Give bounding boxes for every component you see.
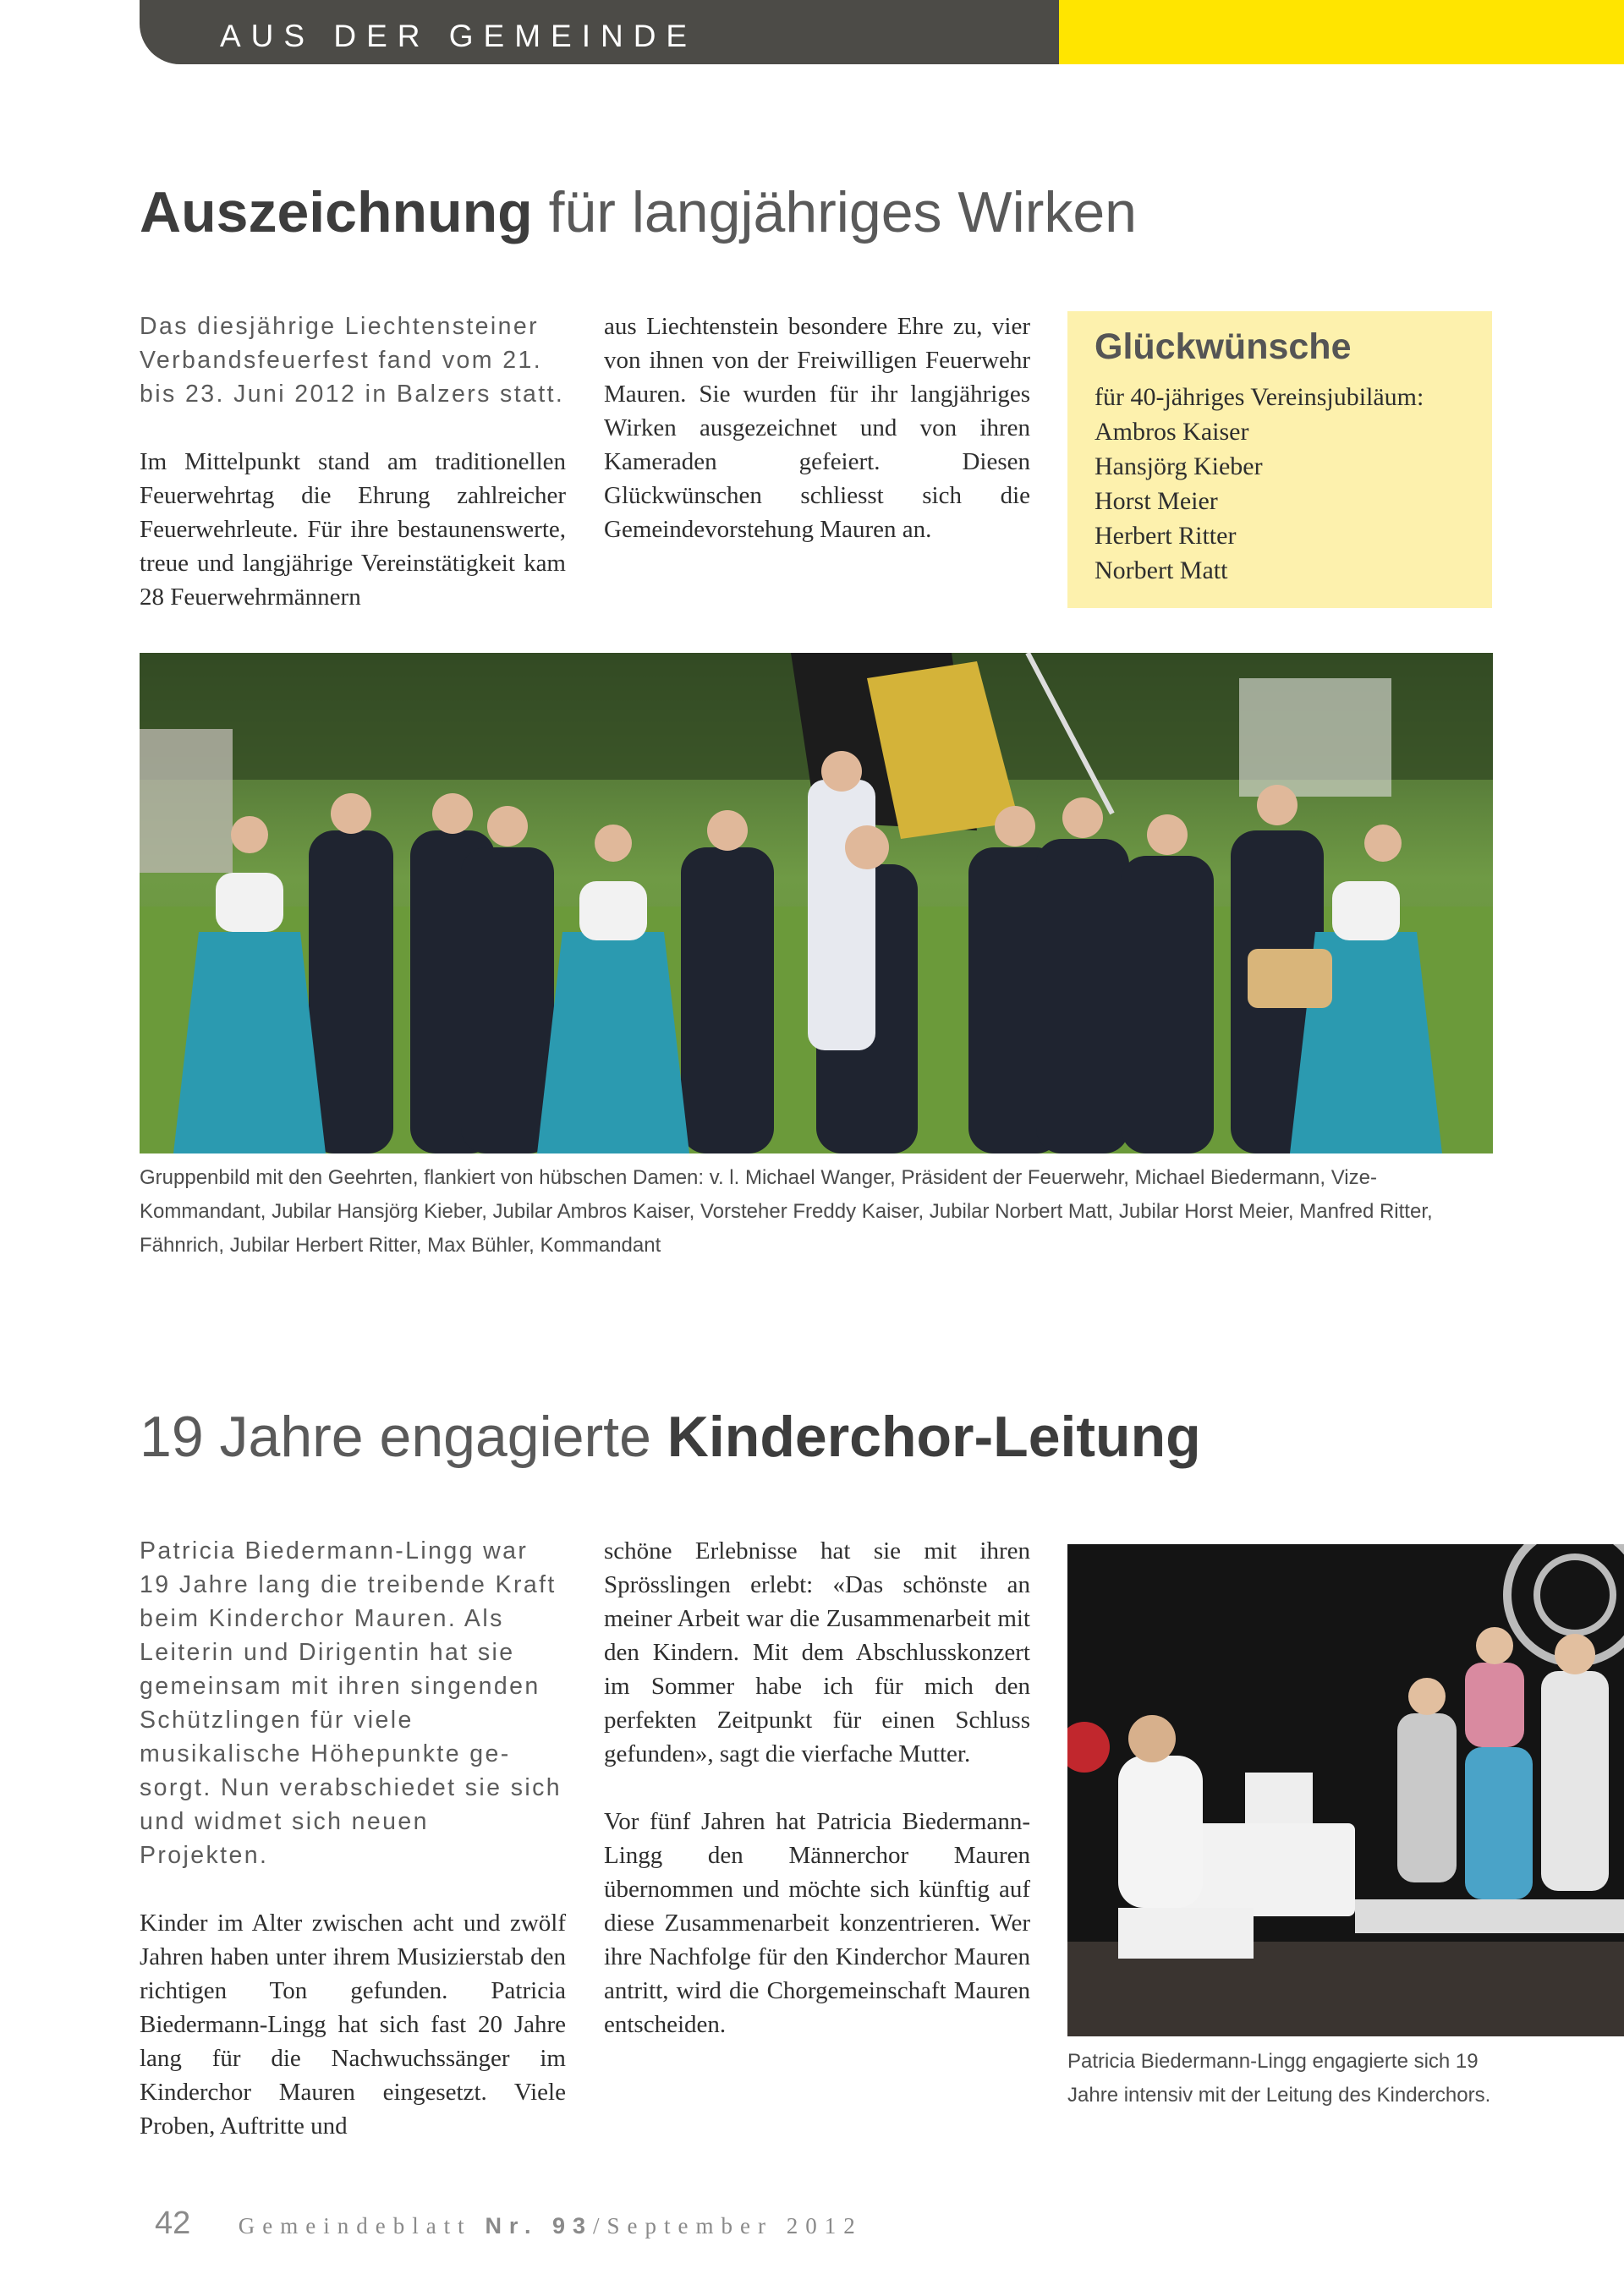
article2-paragraph-2: Kinder im Alter zwischen acht und zwölf Jahren haben unter ihrem Musizierstab den richtigen Ton gefunden. Patricia Biedermann-Lingg hat sich fast 20 Jahre lang für die Nachwuchssänger im Kinderchor Mauren eingesetzt. Viele Proben, Auftritte und xyxy=(140,1910,566,2140)
article1-column-2 xyxy=(604,310,1030,580)
section-header-bar xyxy=(140,0,1059,64)
article1-headline xyxy=(140,179,1137,245)
congratulations-name: Ambros Kaiser xyxy=(1095,418,1249,446)
congratulations-name: Norbert Matt xyxy=(1095,556,1228,584)
choir-concert-photo xyxy=(1067,1544,1624,2036)
article1-paragraph-2: Im Mittelpunkt stand am traditionellen Feuerwehrtag die Ehrung zahlreicher Feuerwehrleute. Für ihre bestaunenswerte, treue und langjährige Vereinstätigkeit kam 28 Feuerwehrmännern xyxy=(140,448,566,611)
article2-headline xyxy=(140,1404,1201,1470)
congratulations-title: Glückwünsche xyxy=(1095,326,1352,367)
article2-headline-bold: Kinderchor-Leitung xyxy=(667,1405,1201,1469)
article2-column-1 xyxy=(140,1534,566,2177)
congratulations-name: Horst Meier xyxy=(1095,487,1218,515)
article2-column-2 xyxy=(604,1534,1030,2075)
issue-number: Nr. 93 xyxy=(485,2213,593,2238)
choir-photo-caption: Patricia Biedermann-Lingg engagierte sich 19 Jahre intensiv mit der Leitung des Kinderchors. xyxy=(1067,2050,1491,2107)
article1-lead: Das diesjährige Liechtensteiner Verbandsfeuerfest fand vom 21. bis 23. Juni 2012 in Balzers statt. xyxy=(140,313,565,408)
article1-paragraph-3: aus Liechtenstein besondere Ehre zu, vier von ihnen von der Freiwilligen Feuerwehr Mauren. Sie wurden für ihr langjähriges Wirken ausgezeichnet und von ihren Kameraden gefeiert. Diesen Glückwünschen schliesst sich die Gemeindevorstehung Mauren an. xyxy=(604,313,1030,543)
page-footer xyxy=(155,2206,863,2242)
article2-paragraph-3: schöne Erlebnisse hat sie mit ihren Sprösslingen erlebt: «Das schönste an meiner Arbeit war die Zusammenarbeit mit den Kindern. Mit dem Abschlusskonzert im Sommer habe ich für mich den perfekten Zeitpunkt für einen Schluss gefunden», sagt die vierfache Mutter. xyxy=(604,1537,1030,1767)
group-photo-firefighters xyxy=(140,653,1493,1153)
header-accent-stripe xyxy=(1059,0,1624,64)
choir-photo-illustration xyxy=(1067,1544,1624,2036)
article1-column-1 xyxy=(140,310,566,648)
article2-headline-rest: 19 Jahre engagierte xyxy=(140,1405,667,1469)
page-number: 42 xyxy=(155,2206,191,2241)
congratulations-name: Hansjörg Kieber xyxy=(1095,452,1263,480)
congratulations-name: Herbert Ritter xyxy=(1095,522,1237,550)
article1-headline-rest: für langjähriges Wirken xyxy=(532,180,1137,244)
issue-date: /September 2012 xyxy=(593,2213,863,2238)
article1-headline-bold: Auszeichnung xyxy=(140,180,533,244)
group-photo-illustration xyxy=(140,653,1493,1153)
congratulations-subtitle: für 40-jähriges Vereinsjubiläum: xyxy=(1095,383,1424,411)
article2-paragraph-4: Vor fünf Jahren hat Patricia Biedermann-Lingg den Männerchor Mauren übernommen und möchte sich künftig auf diese Zusammenarbeit konzentrieren. Wer ihre Nachfolge für den Kinderchor Mauren antritt, wird die Chorgemeinschaft Mauren entscheiden. xyxy=(604,1808,1030,2038)
group-photo-caption: Gruppenbild mit den Geehrten, flankiert von hübschen Damen: v. l. Michael Wanger, Präsident der Feuerwehr, Michael Biedermann, Vize-Kommandant, Jubilar Hansjörg Kieber, Jubilar Ambros Kaiser, Vorsteher Freddy Kaiser, Jubilar Norbert Matt, Jubilar Horst Meier, Manfred Ritter, Fähnrich, Jubilar Herbert Ritter, Max Bühler, Kommandant xyxy=(140,1166,1433,1257)
congratulations-box xyxy=(1067,311,1492,608)
section-title: AUS DER GEMEINDE xyxy=(220,19,698,53)
article2-lead: Patricia Biedermann-Lingg war 19 Jahre lang die treibende Kraft beim Kinderchor Mauren. Als Leiterin und Dirigentin hat sie gemeinsam mit ihren singenden Schützlingen für viele musikalische Höhepunkte gesorgt. Nun verabschiedet sie sich und widmet sich neuen Projekten. xyxy=(140,1537,562,1869)
magazine-name: Gemeindeblatt xyxy=(238,2213,486,2238)
